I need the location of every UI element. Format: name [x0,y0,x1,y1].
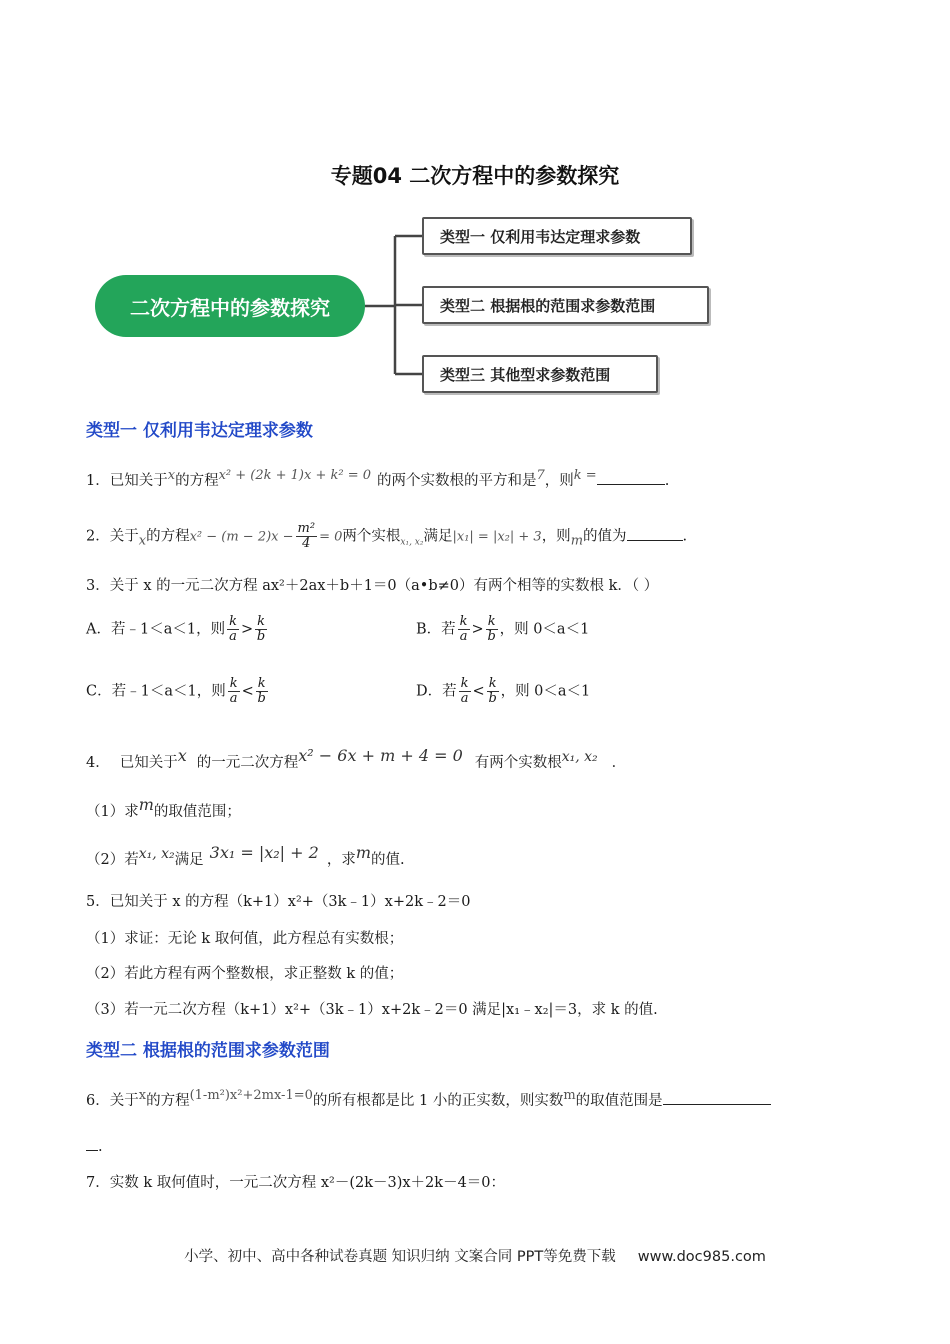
section-heading-type2: 类型二 根据根的范围求参数范围 [86,1041,330,1061]
question-5-part-3: （3）若一元二次方程（k+1）x²+（3k﹣1）x+2k﹣2＝0 满足|x₁﹣x₂|＝3，求 k 的值. [86,1002,658,1018]
option-b[interactable]: B．若 $\frac{k}{a}$ > $\frac{k}{b}$ ，则 0＜a＜1 [416,614,590,644]
question-5-stem: 5．已知关于 x 的方程（k+1）x²+（3k﹣1）x+2k﹣2＝0 [86,894,471,910]
question-7-stem: 7．实数 k 取何值时，一元二次方程 x²－(2k－3)x＋2k－4＝0： [86,1175,506,1191]
fraction: $\frac{\text{m²}}{4}$ [297,521,316,551]
equation: x² + (2k + 1)x + k² = 0 [218,468,372,483]
section-heading-type1: 类型一 仅利用韦达定理求参数 [86,421,313,441]
footer-site-link[interactable]: www.doc985.com [637,1249,766,1265]
question-3-stem: 3．关于 x 的一元二次方程 ax²＋2ax＋b＋1＝0（a•b≠0）有两个相等的实数根 k．（ ） [86,578,659,594]
equation: x² − 6x + m + 4 = 0 [298,746,463,765]
page-title: 专题04 二次方程中的参数探究 [330,164,620,188]
question-4-part-1: （1）求$^m$的取值范围； [86,795,241,820]
mindmap-center-node: 二次方程中的参数探究 [95,275,365,337]
question-6: 6．关于$^x$的方程$^{(1-m^2)x^2+2mx-1=0}$的所有根都是比 1 小的正实数，则实数$^m$的取值范围是 [86,1086,771,1111]
question-6-continuation: . [86,1136,103,1157]
equation: (1-m²)x²+2mx-1=0 [189,1088,313,1103]
mindmap-branch-type3: 类型三 其他型求参数范围 [422,355,658,393]
question-5-part-1: （1）求证：无论 k 取何值，此方程总有实数根； [86,931,404,947]
mindmap-branch-type1: 类型一 仅利用韦达定理求参数 [422,217,692,255]
option-a[interactable]: A．若﹣1＜a＜1，则 $\frac{k}{a}$ > $\frac{k}{b}$ [86,614,266,644]
option-d[interactable]: D．若 $\frac{k}{a}$ < $\frac{k}{b}$ ，则 0＜a＜1 [416,676,591,706]
answer-blank[interactable] [627,526,683,541]
question-1: 1．已知关于$^x$的方程$^{x^2 + (2k + 1)x + k^2 = 0}$ 的两个实数根的平方和是$^7$，则$^{k =}$ . [86,468,670,489]
question-5-part-2: （2）若此方程有两个整数根，求正整数 k 的值； [86,966,404,982]
question-4: 4． 已知关于$^x$ 的一元二次方程$^{x^2 - 6x + m + 4 = 0}$ 有两个实数根$^{x_1, x_2}$ ． [86,746,627,771]
answer-blank[interactable] [663,1090,771,1105]
option-c[interactable]: C．若﹣1＜a＜1，则 $\frac{k}{a}$ < $\frac{k}{b}$ [86,676,266,706]
mindmap-branch-type2: 类型二 根据根的范围求参数范围 [422,286,709,324]
answer-blank[interactable] [597,470,665,485]
page-footer: 小学、初中、高中各种试卷真题 知识归纳 文案合同 PPT等免费下载 www.doc985.com [184,1249,766,1265]
question-2: 2．关于$_x$的方程x² − (m − 2)x − $\frac{\text{m²}}{4}$ = 0两个实根$_{x_1, x_2}$满足|x₁| = |x₂| + 3，则$_m$的值为 . [86,521,688,551]
question-4-part-2: （2）若$^{x_1, x_2}$满足 $^{3x_1 = |x_2| + 2}$ ，求$^m$的值. [86,843,405,868]
